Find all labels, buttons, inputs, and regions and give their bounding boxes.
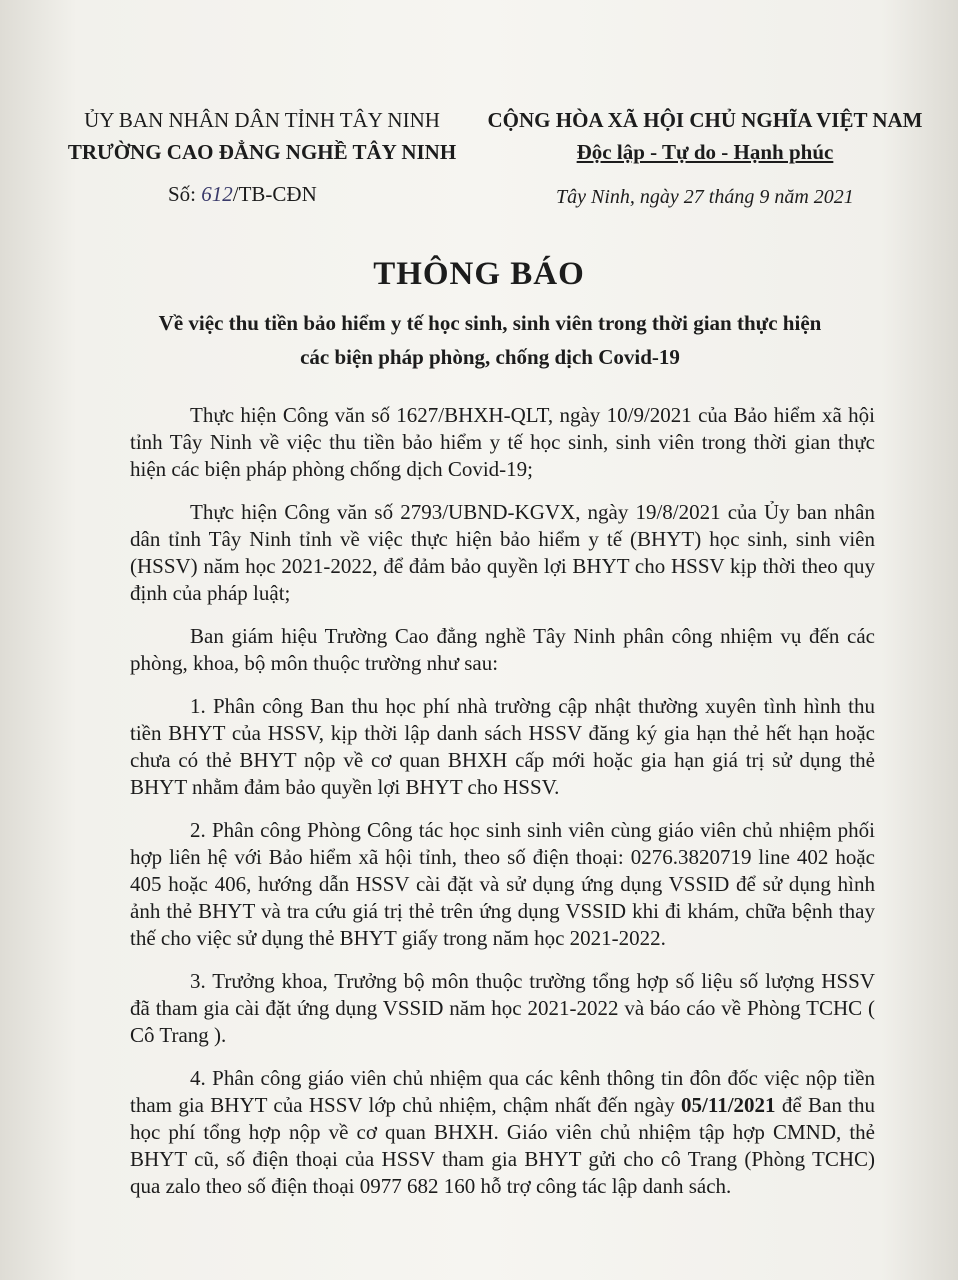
list-item-2: 2. Phân công Phòng Công tác học sinh sinh viên cùng giáo viên chủ nhiệm phối hợp liên hệ với Bảo hiểm xã hội tỉnh, theo số điện thoại: 0276.3820719 line 402 hoặc 405 hoặc 406, hướng dẫn HSSV cài đặt và sử dụng ứng dụng VSSID để sử dụng hình ảnh thẻ BHYT và tra cứu giá trị thẻ trên ứng dụng VSSID khi đi khám, chữa bệnh thay thế cho việc sử dụng thẻ BHYT giấy trong năm học 2021-2022. xyxy=(130,818,875,950)
document-subtitle: Về việc thu tiền bảo hiểm y tế học sinh, sinh viên trong thời gian thực hiện các biện pháp phòng, chống dịch Covid-19 xyxy=(158,311,822,369)
document-number: Số: 612/TB-CĐN xyxy=(168,182,317,206)
paragraph-assignment-intro: Ban giám hiệu Trường Cao đẳng nghề Tây Ninh phân công nhiệm vụ đến các phòng, khoa, bộ môn thuộc trường như sau: xyxy=(130,624,875,675)
handwritten-number: 612 xyxy=(201,182,233,206)
issuer-authority: ỦY BAN NHÂN DÂN TỈNH TÂY NINH xyxy=(84,108,440,132)
document-title: THÔNG BÁO xyxy=(373,256,585,292)
national-title: CỘNG HÒA XÃ HỘI CHỦ NGHĨA VIỆT NAM xyxy=(487,108,923,132)
list-item-4: 4. Phân công giáo viên chủ nhiệm qua các kênh thông tin đôn đốc việc nộp tiền tham gia BHYT của HSSV lớp chủ nhiệm, chậm nhất đến ngày 05/11/2021 để Ban thu học phí tổng hợp nộp về cơ quan BHXH. Giáo viên chủ nhiệm tập hợp CMND, thẻ BHYT cũ, số điện thoại của HSSV tham gia BHYT gửi cho cô Trang (Phòng TCHC) qua zalo theo số điện thoại 0977 682 160 hỗ trợ công tác lập danh sách. xyxy=(130,1066,875,1198)
issuer-school: TRƯỜNG CAO ĐẲNG NGHỀ TÂY NINH xyxy=(67,140,457,164)
paragraph-reference-2: Thực hiện Công văn số 2793/UBND-KGVX, ngày 19/8/2021 của Ủy ban nhân dân tỉnh Tây Ninh tỉnh về việc thực hiện bảo hiểm y tế (BHYT) học sinh, sinh viên (HSSV) năm học 2021-2022, để đảm bảo quyền lợi BHYT cho HSSV kịp thời theo quy định của pháp luật; xyxy=(130,500,875,605)
document-body xyxy=(130,402,875,1216)
handwritten-day: 27 xyxy=(683,186,704,208)
deadline-date: 05/11/2021 xyxy=(681,1093,776,1117)
list-item-3: 3. Trưởng khoa, Trưởng bộ môn thuộc trường tổng hợp số liệu số lượng HSSV đã tham gia cài đặt ứng dụng VSSID năm học 2021-2022 và báo cáo về Phòng TCHC ( Cô Trang ). xyxy=(130,969,875,1047)
document-date: Tây Ninh, ngày 27 tháng 9 năm 2021 xyxy=(556,186,854,208)
national-header xyxy=(480,104,930,168)
paragraph-reference-1: Thực hiện Công văn số 1627/BHXH-QLT, ngày 10/9/2021 của Bảo hiểm xã hội tỉnh Tây Ninh về việc thu tiền bảo hiểm y tế học sinh, sinh viên trong thời gian thực hiện các biện pháp phòng chống dịch Covid-19; xyxy=(130,403,875,481)
national-motto: Độc lập - Tự do - Hạnh phúc xyxy=(576,140,834,164)
list-item-1: 1. Phân công Ban thu học phí nhà trường cập nhật thường xuyên tình hình thu tiền BHYT của HSSV, kịp thời lập danh sách HSSV đăng ký gia hạn thẻ hết hạn hoặc chưa có thẻ BHYT nộp về cơ quan BHXH cấp mới hoặc gia hạn giá trị sử dụng thẻ BHYT nhằm đảm bảo quyền lợi BHYT cho HSSV. xyxy=(130,694,875,799)
issuer-header xyxy=(52,104,472,168)
